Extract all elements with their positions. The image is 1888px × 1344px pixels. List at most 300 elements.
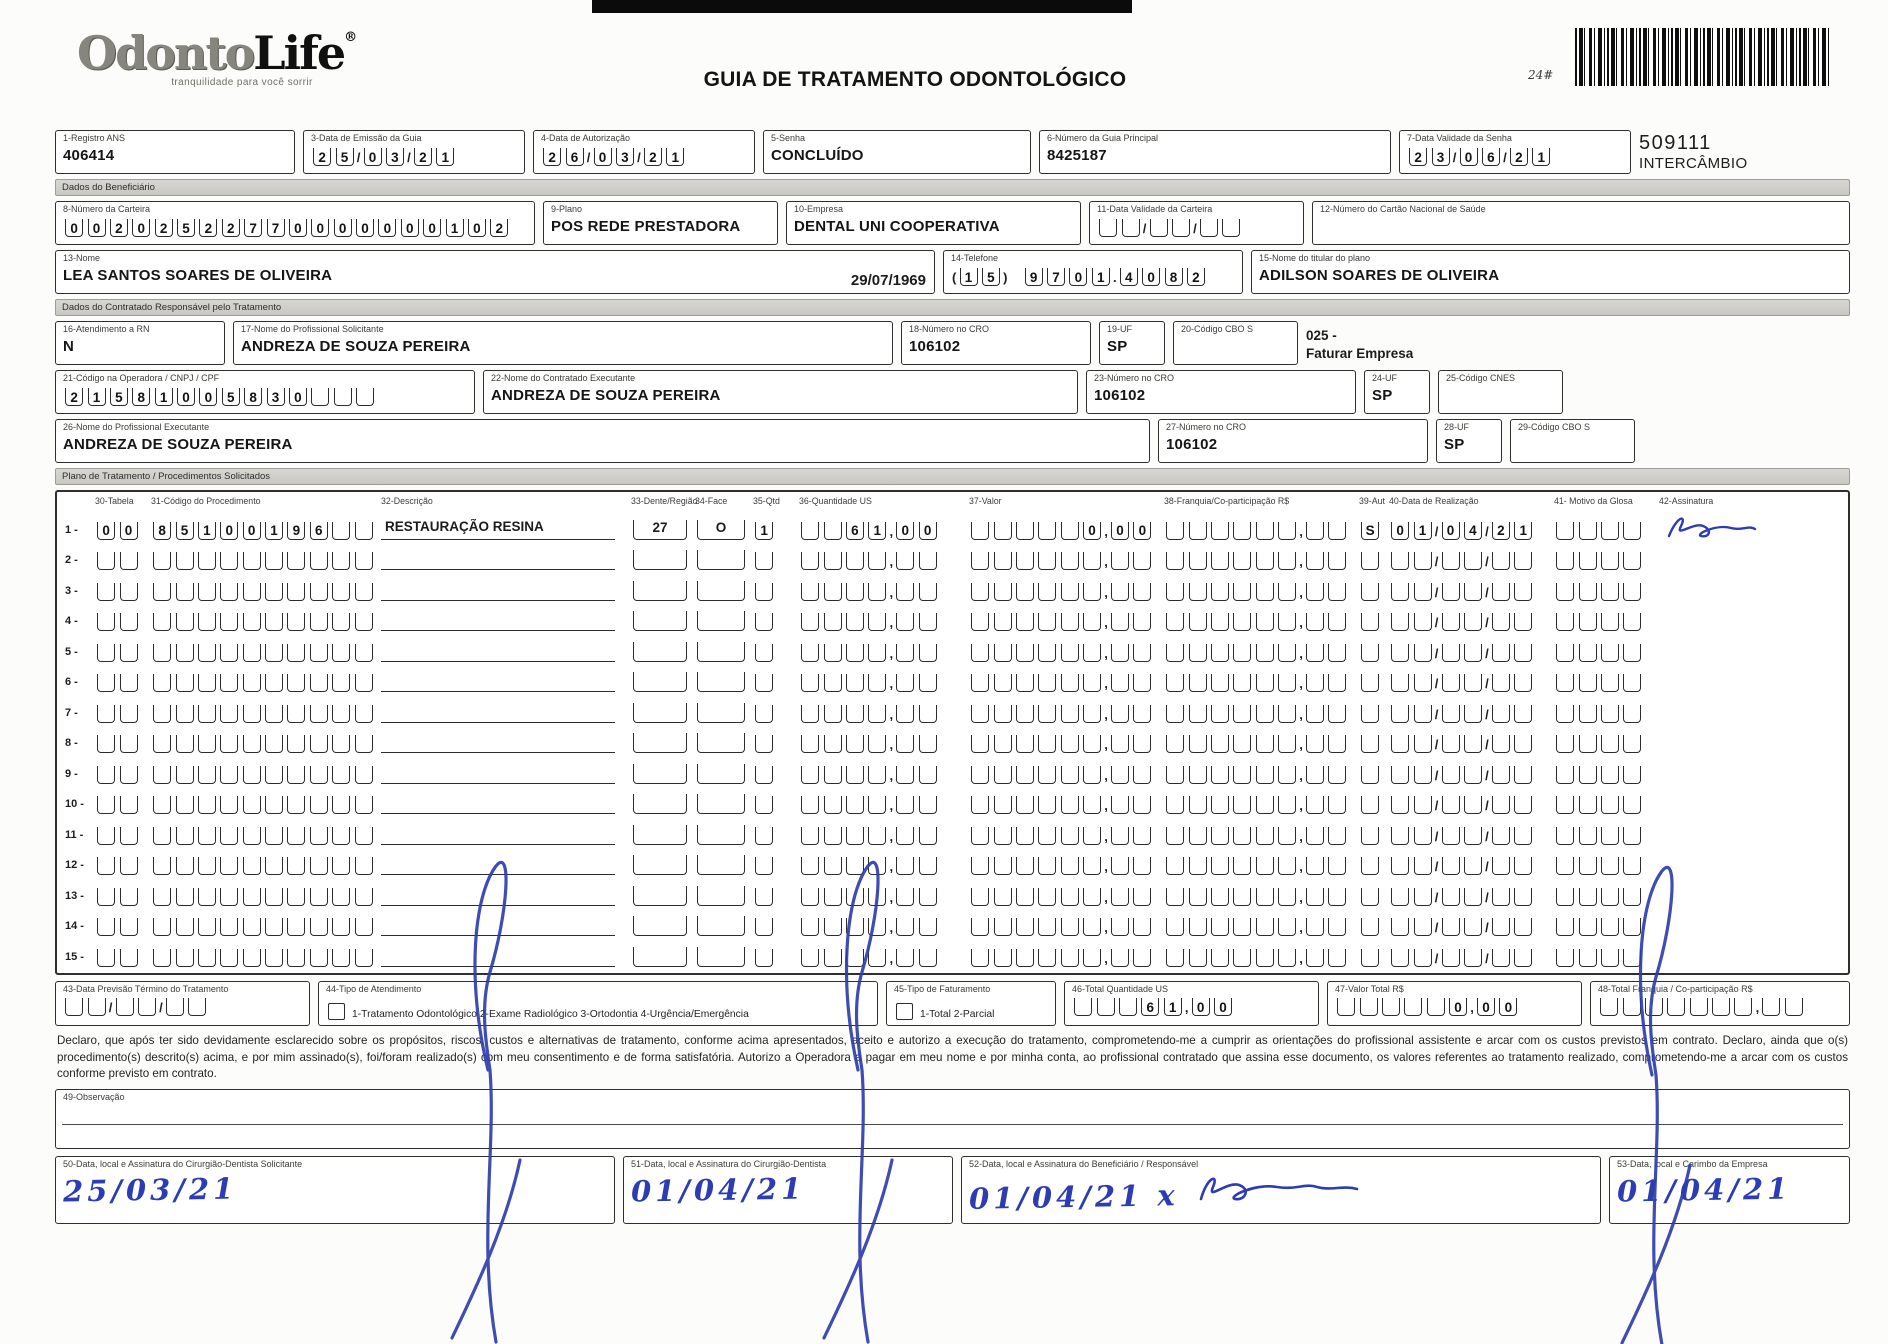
tabela-comb <box>95 705 151 723</box>
field-cnes: 25-Código CNES <box>1438 370 1563 414</box>
data-realizacao-comb: / / <box>1389 644 1554 662</box>
field-data-emissao: 3-Data de Emissão da Guia 2 5 / 0 3 / 2 1 <box>303 130 525 174</box>
col-descricao: 32-Descrição <box>381 496 433 506</box>
procedure-row <box>65 540 1840 571</box>
col-qtd: 35-Qtd <box>753 496 780 506</box>
procedure-row <box>65 845 1840 876</box>
codigo-procedimento-comb <box>151 705 381 723</box>
field-assinatura-dentista: 51-Data, local e Assinatura do Cirurgião-Dentista 01/04/21 <box>623 1156 953 1224</box>
tabela-comb: 0 0 <box>95 522 151 540</box>
assinatura-cell <box>1659 786 1840 814</box>
assinatura-cell <box>1659 939 1840 967</box>
quantidade-us-comb: , <box>799 735 969 753</box>
valor-comb: , <box>969 705 1164 723</box>
section-contratado: Dados do Contratado Responsável pelo Tratamento <box>55 299 1850 316</box>
logo-tagline: tranquilidade para você sorrir <box>171 77 313 88</box>
franquia-comb: , <box>1164 949 1359 967</box>
procedure-row <box>65 692 1840 723</box>
field-nome-beneficiario: 13-Nome LEA SANTOS SOARES DE OLIVEIRA 29/07/1969 <box>55 250 935 294</box>
aut-comb: S <box>1359 522 1389 540</box>
data-realizacao-comb: / / <box>1389 613 1554 631</box>
qtd-comb <box>753 918 799 936</box>
row-number: 10 - <box>65 798 84 810</box>
face-box: O <box>697 520 745 540</box>
face-box <box>697 642 745 662</box>
field-cro-executante: 23-Número no CRO 106102 <box>1086 370 1356 414</box>
face-box <box>697 855 745 875</box>
dente-regiao-box <box>633 947 687 967</box>
row-assinaturas <box>55 1156 1850 1224</box>
qtd-comb <box>753 705 799 723</box>
franquia-comb: , <box>1164 888 1359 906</box>
procedure-row <box>65 723 1840 754</box>
qtd-comb <box>753 613 799 631</box>
franquia-comb: , <box>1164 552 1359 570</box>
valor-comb: , <box>969 857 1164 875</box>
row-carteira <box>55 201 1850 245</box>
assinatura-cell <box>1659 542 1840 570</box>
data-realizacao-comb: / / <box>1389 674 1554 692</box>
dente-regiao-box <box>633 825 687 845</box>
face-box <box>697 947 745 967</box>
codigo-procedimento-comb <box>151 674 381 692</box>
franquia-comb: , <box>1164 613 1359 631</box>
tabela-comb <box>95 613 151 631</box>
dente-regiao-box <box>633 611 687 631</box>
field-uf-solicitante: 19-UF SP <box>1099 321 1165 365</box>
quantidade-us-comb: , <box>799 644 969 662</box>
qtd-comb <box>753 796 799 814</box>
descricao-value <box>381 915 615 936</box>
field-profissional-executante: 26-Nome do Profissional Executante ANDREZA DE SOUZA PEREIRA <box>55 419 1150 463</box>
face-box <box>697 916 745 936</box>
row-number: 1 - <box>65 523 78 536</box>
tabela-comb <box>95 918 151 936</box>
data-realizacao-comb: / / <box>1389 949 1554 967</box>
row-profissional-executante <box>55 419 1850 463</box>
codigo-procedimento-comb <box>151 766 381 784</box>
qtd-comb: 1 <box>753 522 799 540</box>
procedure-row <box>65 906 1840 937</box>
dente-regiao-box <box>633 581 687 601</box>
face-box <box>697 825 745 845</box>
descricao-value <box>381 854 615 875</box>
quantidade-us-comb: 6 1 , 0 0 <box>799 522 969 540</box>
tabela-comb <box>95 766 151 784</box>
motivo-glosa-comb <box>1554 888 1659 906</box>
franquia-comb: , <box>1164 522 1359 540</box>
col-face: 34-Face <box>695 496 728 506</box>
row-number: 2 - <box>65 554 78 566</box>
handwritten-data-solicitante: 25/03/21 <box>62 1171 238 1209</box>
aut-comb <box>1359 888 1389 906</box>
valor-comb: , <box>969 583 1164 601</box>
odontolife-logo <box>77 26 407 88</box>
assinatura-cell <box>1659 695 1840 723</box>
valor-comb: , <box>969 735 1164 753</box>
beneficiario-signature <box>1193 1169 1363 1213</box>
motivo-glosa-comb <box>1554 705 1659 723</box>
row-nome-beneficiario <box>55 250 1850 294</box>
descricao-value <box>381 580 615 601</box>
franquia-comb: , <box>1164 644 1359 662</box>
dente-regiao-box <box>633 703 687 723</box>
field-numero-guia-principal: 6-Número da Guia Principal 8425187 <box>1039 130 1391 174</box>
handwritten-data-beneficiario: 01/04/21 x <box>968 1178 1179 1217</box>
codigo-procedimento-comb <box>151 857 381 875</box>
guide-type: INTERCÂMBIO <box>1639 155 1748 172</box>
aut-comb <box>1359 949 1389 967</box>
motivo-glosa-comb <box>1554 552 1659 570</box>
codigo-procedimento-comb <box>151 613 381 631</box>
codigo-procedimento-comb <box>151 888 381 906</box>
dente-regiao-box <box>633 764 687 784</box>
field-cro-solicitante: 18-Número no CRO 106102 <box>901 321 1091 365</box>
valor-comb: , <box>969 552 1164 570</box>
field-cartao-nacional-saude: 12-Número do Cartão Nacional de Saúde <box>1312 201 1850 245</box>
codigo-procedimento-comb <box>151 644 381 662</box>
assinatura-cell <box>1659 603 1840 631</box>
assinatura-cell <box>1659 908 1840 936</box>
tabela-comb <box>95 583 151 601</box>
field-codigo-operadora: 21-Código na Operadora / CNPJ / CPF 2 1 5 8 1 0 0 5 8 3 0 <box>55 370 475 414</box>
row-signature <box>1663 512 1759 542</box>
codigo-procedimento-comb: 8 5 1 0 0 1 9 6 <box>151 522 381 540</box>
face-box <box>697 886 745 906</box>
descricao-value <box>381 671 615 692</box>
row-number: 15 - <box>65 950 84 963</box>
field-empresa: 10-Empresa DENTAL UNI COOPERATIVA <box>786 201 1081 245</box>
aut-comb <box>1359 827 1389 845</box>
quantidade-us-comb: , <box>799 613 969 631</box>
valor-comb: , <box>969 949 1164 967</box>
assinatura-cell <box>1659 664 1840 692</box>
motivo-glosa-comb <box>1554 583 1659 601</box>
descricao-value <box>381 702 615 723</box>
franquia-comb: , <box>1164 735 1359 753</box>
field-uf-executante: 24-UF SP <box>1364 370 1430 414</box>
dente-regiao-box <box>633 733 687 753</box>
codigo-procedimento-comb <box>151 735 381 753</box>
tabela-comb <box>95 857 151 875</box>
face-box <box>697 764 745 784</box>
quantidade-us-comb: , <box>799 827 969 845</box>
data-realizacao-comb: 0 1 / 0 4 / 2 1 <box>1389 522 1554 540</box>
field-cbo-executante: 29-Código CBO S <box>1510 419 1635 463</box>
assinatura-cell <box>1659 512 1840 540</box>
form-header <box>55 26 1850 130</box>
motivo-glosa-comb <box>1554 735 1659 753</box>
face-box <box>697 794 745 814</box>
aut-comb <box>1359 613 1389 631</box>
valor-comb: , <box>969 827 1164 845</box>
field-data-autorizacao: 4-Data de Autorização 2 6 / 0 3 / 2 1 <box>533 130 755 174</box>
field-tipo-atendimento: 44-Tipo de Atendimento 1-Tratamento Odontológico 2-Exame Radiológico 3-Ortodontia 4-Urgência/Emergência <box>318 981 878 1027</box>
descricao-value <box>381 610 615 631</box>
descricao-value: RESTAURAÇÃO RESINA <box>381 519 615 540</box>
row-number: 11 - <box>65 828 84 841</box>
field-plano: 9-Plano POS REDE PRESTADORA <box>543 201 778 245</box>
face-box <box>697 703 745 723</box>
guide-number: 509111 <box>1639 132 1712 154</box>
col-data-realizacao: 40-Data de Realização <box>1389 496 1479 506</box>
codigo-procedimento-comb <box>151 949 381 967</box>
observacao-write-line <box>62 1124 1843 1125</box>
motivo-glosa-comb <box>1554 766 1659 784</box>
procedure-row <box>65 631 1840 662</box>
motivo-glosa-comb <box>1554 827 1659 845</box>
franquia-comb: , <box>1164 674 1359 692</box>
aut-comb <box>1359 552 1389 570</box>
handwritten-data-dentista: 01/04/21 <box>630 1171 806 1209</box>
codigo-procedimento-comb <box>151 827 381 845</box>
quantidade-us-comb: , <box>799 583 969 601</box>
descricao-value <box>381 549 615 570</box>
procedure-row <box>65 601 1840 632</box>
franquia-comb: , <box>1164 918 1359 936</box>
section-beneficiario: Dados do Beneficiário <box>55 179 1850 196</box>
quantidade-us-comb: , <box>799 552 969 570</box>
codigo-procedimento-comb <box>151 918 381 936</box>
motivo-glosa-comb <box>1554 674 1659 692</box>
data-realizacao-comb: / / <box>1389 705 1554 723</box>
aut-comb <box>1359 796 1389 814</box>
row-contratado-executante <box>55 370 1850 414</box>
descricao-value <box>381 732 615 753</box>
valor-comb: , <box>969 888 1164 906</box>
registered-mark: ® <box>344 30 356 45</box>
col-motivo-glosa: 41- Motivo da Glosa <box>1554 496 1633 506</box>
dente-regiao-box <box>633 916 687 936</box>
tipo-atendimento-checkbox <box>328 1003 345 1020</box>
data-realizacao-comb: / / <box>1389 888 1554 906</box>
motivo-glosa-comb <box>1554 613 1659 631</box>
col-valor: 37-Valor <box>969 496 1002 506</box>
page-title: GUIA DE TRATAMENTO ODONTOLÓGICO <box>703 68 1127 91</box>
aut-comb <box>1359 735 1389 753</box>
procedure-row <box>65 936 1840 967</box>
data-realizacao-comb: / / <box>1389 827 1554 845</box>
face-box <box>697 733 745 753</box>
tabela-comb <box>95 796 151 814</box>
descricao-value <box>381 885 615 906</box>
quantidade-us-comb: , <box>799 888 969 906</box>
procedures-rows <box>65 509 1840 967</box>
procedure-row <box>65 814 1840 845</box>
row-number: 8 - <box>65 737 78 749</box>
row-number: 3 - <box>65 584 78 597</box>
barcode-area <box>1520 26 1840 126</box>
codigo-procedimento-comb <box>151 583 381 601</box>
dente-regiao-box <box>633 855 687 875</box>
tabela-comb <box>95 644 151 662</box>
motivo-glosa-comb <box>1554 644 1659 662</box>
valor-comb: , <box>969 644 1164 662</box>
quantidade-us-comb: , <box>799 857 969 875</box>
data-realizacao-comb: / / <box>1389 857 1554 875</box>
quantidade-us-comb: , <box>799 674 969 692</box>
tipo-faturamento-checkbox <box>896 1003 913 1020</box>
field-uf-profissional-executante: 28-UF SP <box>1436 419 1502 463</box>
assinatura-cell <box>1659 573 1840 601</box>
aut-comb <box>1359 766 1389 784</box>
descricao-value <box>381 946 615 967</box>
data-realizacao-comb: / / <box>1389 583 1554 601</box>
procedure-row <box>65 662 1840 693</box>
aut-comb <box>1359 644 1389 662</box>
field-contratado-executante: 22-Nome do Contratado Executante ANDREZA DE SOUZA PEREIRA <box>483 370 1078 414</box>
franquia-comb: , <box>1164 766 1359 784</box>
field-tipo-faturamento: 45-Tipo de Faturamento 1-Total 2-Parcial <box>886 981 1056 1027</box>
motivo-glosa-comb <box>1554 918 1659 936</box>
field-cbo-solicitante: 20-Código CBO S <box>1173 321 1298 365</box>
dente-regiao-box <box>633 794 687 814</box>
data-realizacao-comb: / / <box>1389 918 1554 936</box>
dente-regiao-box <box>633 672 687 692</box>
quantidade-us-comb: , <box>799 705 969 723</box>
valor-comb: , <box>969 766 1164 784</box>
field-observacao: 49-Observação <box>55 1089 1850 1149</box>
descricao-value <box>381 763 615 784</box>
row-number: 6 - <box>65 676 78 688</box>
field-senha: 5-Senha CONCLUÍDO <box>763 130 1031 174</box>
codigo-procedimento-comb <box>151 796 381 814</box>
motivo-glosa-comb <box>1554 857 1659 875</box>
assinatura-cell <box>1659 817 1840 845</box>
dente-regiao-box <box>633 550 687 570</box>
data-realizacao-comb: / / <box>1389 735 1554 753</box>
aut-comb <box>1359 857 1389 875</box>
row-number: 7 - <box>65 706 78 719</box>
procedures-table <box>55 490 1850 975</box>
dente-regiao-box: 27 <box>633 520 687 540</box>
note-faturar-empresa: 025 - Faturar Empresa <box>1306 328 1414 362</box>
field-validade-senha: 7-Data Validade da Senha 2 3 / 0 6 / 2 1 <box>1399 130 1631 174</box>
franquia-comb: , <box>1164 705 1359 723</box>
dente-regiao-box <box>633 886 687 906</box>
row-number: 4 - <box>65 615 78 627</box>
franquia-comb: , <box>1164 796 1359 814</box>
row-number: 14 - <box>65 920 84 932</box>
assinatura-cell <box>1659 847 1840 875</box>
dente-regiao-box <box>633 642 687 662</box>
tabela-comb <box>95 735 151 753</box>
section-plano-tratamento: Plano de Tratamento / Procedimentos Solicitados <box>55 468 1850 485</box>
tabela-comb <box>95 552 151 570</box>
declaration-text: Declaro, que após ter sido devidamente esclarecido sobre os propósitos, riscos, custos e alternativas de tratamento, conforme acima apresentados, aceito e autorizo a execução do tratamento, comprometendo-me a cumprir as orientações do profissional assistente e arcar com os custos previstos em contrato. Declaro, ainda que o(s) procedimento(s) descrito(s) acima, e por mim assinado(s), foi/foram realizado(s) com meu consentimento e de forma satisfatória. Autorizo a Operadora a pagar em meu nome e por minha conta, ao profissional contratado que assina esse documento, os valores referentes ao tratamento realizado, comprometendo-me a arcar com os custos conforme previsto em contrato. <box>57 1034 1848 1081</box>
row-number: 5 - <box>65 645 78 658</box>
logo-word-odonto: Odonto <box>77 26 254 80</box>
field-total-franquia: 48-Total Franquia / Co-participação R$ , <box>1590 981 1850 1027</box>
aut-comb <box>1359 918 1389 936</box>
row-guide-ids <box>55 130 1850 174</box>
field-atendimento-rn: 16-Atendimento a RN N <box>55 321 225 365</box>
descricao-value <box>381 824 615 845</box>
motivo-glosa-comb <box>1554 796 1659 814</box>
qtd-comb <box>753 583 799 601</box>
valor-comb: 0 , 0 0 <box>969 522 1164 540</box>
field-valor-total: 47-Valor Total R$ 0 , 0 0 <box>1327 981 1582 1027</box>
handwritten-note: 24# <box>1528 68 1554 82</box>
qtd-comb <box>753 552 799 570</box>
data-realizacao-comb: / / <box>1389 796 1554 814</box>
descricao-value <box>381 793 615 814</box>
field-titular-plano: 15-Nome do titular do plano ADILSON SOARES DE OLIVEIRA <box>1251 250 1850 294</box>
barcode <box>1575 28 1830 86</box>
franquia-comb: , <box>1164 827 1359 845</box>
field-validade-carteira: 11-Data Validade da Carteira / / <box>1089 201 1304 245</box>
handwritten-data-empresa: 01/04/21 <box>1616 1171 1792 1209</box>
col-franquia: 38-Franquia/Co-participação R$ <box>1164 496 1290 506</box>
col-tabela: 30-Tabela <box>95 496 134 506</box>
data-realizacao-comb: / / <box>1389 766 1554 784</box>
valor-comb: , <box>969 674 1164 692</box>
tabela-comb <box>95 827 151 845</box>
face-box <box>697 550 745 570</box>
col-assinatura: 42-Assinatura <box>1659 496 1714 506</box>
face-box <box>697 581 745 601</box>
col-aut: 39-Aut <box>1359 496 1385 506</box>
field-assinatura-beneficiario: 52-Data, local e Assinatura do Beneficiário / Responsável 01/04/21 x <box>961 1156 1601 1224</box>
field-telefone: 14-Telefone ( 1 5 ) 9 7 0 1 . 4 0 8 2 <box>943 250 1243 294</box>
valor-comb: , <box>969 918 1164 936</box>
procedure-row <box>65 570 1840 601</box>
qtd-comb <box>753 766 799 784</box>
col-codigo: 31-Código do Procedimento <box>151 496 261 506</box>
tabela-comb <box>95 674 151 692</box>
logo-word-life: Life <box>253 26 345 80</box>
guide-number-block <box>1639 130 1850 174</box>
row-number: 9 - <box>65 767 78 780</box>
quantidade-us-comb: , <box>799 949 969 967</box>
aut-comb <box>1359 583 1389 601</box>
qtd-comb <box>753 644 799 662</box>
franquia-comb: , <box>1164 583 1359 601</box>
field-previsao-termino: 43-Data Previsão Término do Tratamento / / <box>55 981 310 1027</box>
franquia-comb: , <box>1164 857 1359 875</box>
assinatura-cell <box>1659 878 1840 906</box>
motivo-glosa-comb <box>1554 949 1659 967</box>
col-quantidade-us: 36-Quantidade US <box>799 496 872 506</box>
qtd-comb <box>753 888 799 906</box>
codigo-procedimento-comb <box>151 552 381 570</box>
field-assinatura-solicitante: 50-Data, local e Assinatura do Cirurgião-Dentista Solicitante 25/03/21 <box>55 1156 615 1224</box>
field-numero-carteira: 8-Número da Carteira 0 0 2 0 2 5 2 2 7 7 0 0 0 0 0 0 0 1 0 2 <box>55 201 535 245</box>
descricao-value <box>381 641 615 662</box>
procedure-row <box>65 875 1840 906</box>
field-total-quantidade-us: 46-Total Quantidade US 6 1 , 0 0 <box>1064 981 1319 1027</box>
data-nascimento: 29/07/1969 <box>850 272 926 289</box>
assinatura-cell <box>1659 725 1840 753</box>
aut-comb <box>1359 674 1389 692</box>
procedure-row <box>65 509 1840 540</box>
tabela-comb <box>95 949 151 967</box>
row-solicitante <box>55 321 1850 365</box>
row-totais <box>55 981 1850 1027</box>
qtd-comb <box>753 949 799 967</box>
field-registro-ans: 1-Registro ANS 406414 <box>55 130 295 174</box>
face-box <box>697 611 745 631</box>
valor-comb: , <box>969 613 1164 631</box>
qtd-comb <box>753 827 799 845</box>
row-number: 13 - <box>65 889 84 902</box>
aut-comb <box>1359 705 1389 723</box>
data-realizacao-comb: / / <box>1389 552 1554 570</box>
motivo-glosa-comb <box>1554 522 1659 540</box>
procedure-row <box>65 753 1840 784</box>
qtd-comb <box>753 857 799 875</box>
scan-top-black-strip <box>592 0 1132 13</box>
